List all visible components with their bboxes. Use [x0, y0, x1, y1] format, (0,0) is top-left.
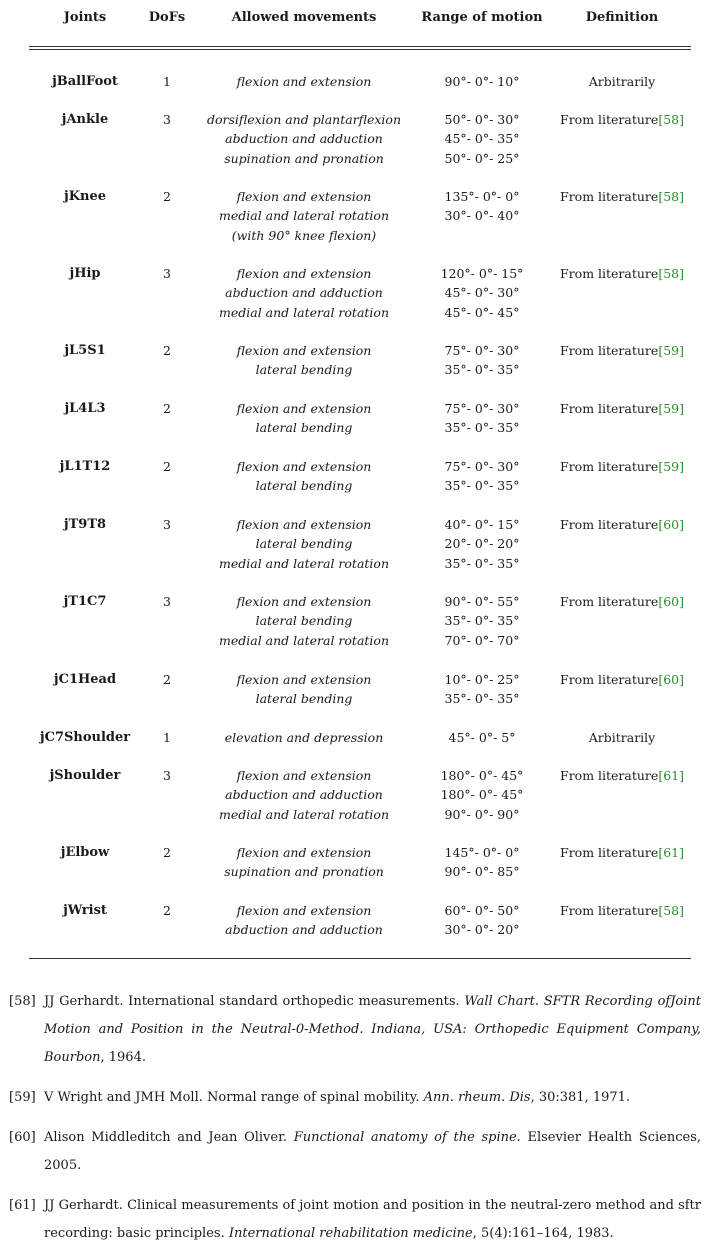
range-of-motion: 45°- 0°- 30°	[444, 285, 520, 301]
reference-text: JJ Gerhardt. Clinical measurements of joint motion and position in the neutral-zero method and sftr recording: basic principles.	[44, 1198, 701, 1241]
allowed-movement: medial and lateral rotation	[219, 208, 389, 224]
citation-link[interactable]: [59]	[658, 401, 684, 416]
joint-name: jL5S1	[64, 343, 106, 358]
citation-link[interactable]: [58]	[658, 266, 684, 281]
header-joints: Joints	[63, 10, 107, 25]
allowed-movement: flexion and extension	[236, 343, 372, 358]
joint-name: jT9T8	[63, 517, 107, 532]
allowed-movement: supination and pronation	[224, 150, 384, 166]
joint-name: jC7Shoulder	[39, 730, 131, 745]
reference-text: Functional anatomy of the spine.	[293, 1130, 521, 1145]
citation-link[interactable]: [61]	[658, 768, 684, 783]
range-of-motion: 35°- 0°- 35°	[444, 555, 520, 571]
definition: From literature[60]	[560, 594, 684, 609]
dofs-value: 1	[163, 74, 171, 89]
allowed-movement: flexion and extension	[236, 768, 372, 783]
reference-text: V Wright and JMH Moll. Normal range of spinal mobility.	[44, 1090, 424, 1105]
definition: From literature[60]	[560, 517, 684, 532]
joint-name: jElbow	[60, 845, 110, 860]
dofs-value: 3	[163, 594, 171, 609]
range-of-motion: 45°- 0°- 5°	[448, 730, 516, 745]
range-of-motion: 180°- 0°- 45°	[440, 768, 524, 783]
dofs-value: 2	[163, 903, 171, 918]
range-of-motion: 135°- 0°- 0°	[444, 189, 520, 204]
citation-link[interactable]: [60]	[658, 517, 684, 532]
definition: From literature[58]	[560, 903, 684, 918]
allowed-movement: (with 90° knee flexion)	[231, 227, 377, 243]
allowed-movement: flexion and extension	[236, 189, 372, 204]
allowed-movement: lateral bending	[255, 362, 353, 378]
reference-item	[9, 1192, 701, 1248]
citation-link[interactable]: [59]	[658, 343, 684, 358]
allowed-movement: flexion and extension	[236, 903, 372, 918]
allowed-movement: flexion and extension	[236, 266, 372, 281]
range-of-motion: 90°- 0°- 55°	[444, 594, 520, 609]
header-dofs: DoFs	[148, 10, 186, 25]
reference-text: Alison Middleditch and Jean Oliver.	[44, 1130, 294, 1145]
range-of-motion: 35°- 0°- 35°	[444, 362, 520, 378]
allowed-movement: flexion and extension	[236, 401, 372, 416]
dofs-value: 2	[163, 343, 171, 358]
joint-name: jBallFoot	[52, 74, 118, 89]
allowed-movement: lateral bending	[255, 420, 353, 436]
definition: From literature[58]	[560, 112, 684, 127]
allowed-movement: abduction and adduction	[225, 922, 383, 938]
reference-text: JJ Gerhardt. International standard orthopedic measurements.	[44, 994, 465, 1009]
reference-number: [59]	[9, 1090, 36, 1105]
allowed-movement: abduction and adduction	[225, 131, 383, 147]
range-of-motion: 30°- 0°- 20°	[444, 922, 520, 938]
definition: From literature[59]	[560, 459, 684, 474]
range-of-motion: 20°- 0°- 20°	[444, 536, 520, 552]
reference-text: , 5(4):161–164, 1983.	[472, 1226, 614, 1241]
allowed-movement: flexion and extension	[236, 74, 372, 89]
range-of-motion: 90°- 0°- 85°	[444, 864, 520, 880]
allowed-movement: abduction and adduction	[225, 285, 383, 301]
range-of-motion: 75°- 0°- 30°	[444, 401, 520, 416]
dofs-value: 2	[163, 401, 171, 416]
header-definition: Definition	[585, 10, 659, 25]
range-of-motion: 180°- 0°- 45°	[440, 787, 524, 803]
citation-link[interactable]: [58]	[658, 189, 684, 204]
definition: Arbitrarily	[588, 730, 656, 745]
allowed-movement: flexion and extension	[236, 845, 372, 860]
joint-name: jWrist	[63, 903, 107, 918]
reference-number: [60]	[9, 1130, 36, 1145]
range-of-motion: 75°- 0°- 30°	[444, 459, 520, 474]
dofs-value: 2	[163, 189, 171, 204]
citation-link[interactable]: [60]	[658, 594, 684, 609]
reference-text: Wall Chart. SFTR Recording ofJoint Motion and Position in the Neutral-0-Method. Indiana, USA: Orthopedic Equipment Company, Bourbon	[44, 994, 701, 1065]
range-of-motion: 35°- 0°- 35°	[444, 691, 520, 707]
dofs-value: 3	[163, 266, 171, 281]
range-of-motion: 35°- 0°- 35°	[444, 613, 520, 629]
reference-item	[9, 988, 701, 1072]
allowed-movement: flexion and extension	[236, 594, 372, 609]
citation-link[interactable]: [61]	[658, 845, 684, 860]
definition: From literature[61]	[560, 845, 684, 860]
allowed-movement: dorsiflexion and plantarflexion	[206, 112, 402, 127]
definition: From literature[60]	[560, 672, 684, 687]
allowed-movement: flexion and extension	[236, 672, 372, 687]
reference-number: [61]	[9, 1198, 36, 1213]
allowed-movement: flexion and extension	[236, 459, 372, 474]
range-of-motion: 45°- 0°- 45°	[444, 304, 520, 320]
allowed-movement: supination and pronation	[224, 864, 384, 880]
joint-name: jShoulder	[49, 768, 121, 783]
citation-link[interactable]: [58]	[658, 112, 684, 127]
joint-name: jL1T12	[59, 459, 111, 474]
definition: From literature[59]	[560, 401, 684, 416]
reference-number: [58]	[9, 994, 36, 1009]
allowed-movement: lateral bending	[255, 613, 353, 629]
dofs-value: 3	[163, 517, 171, 532]
range-of-motion: 70°- 0°- 70°	[444, 632, 520, 648]
joint-name: jC1Head	[53, 672, 117, 687]
allowed-movement: elevation and depression	[224, 730, 384, 745]
range-of-motion: 40°- 0°- 15°	[444, 517, 520, 532]
dofs-value: 2	[163, 845, 171, 860]
joint-name: jT1C7	[63, 594, 107, 609]
range-of-motion: 35°- 0°- 35°	[444, 478, 520, 494]
joint-name: jL4L3	[64, 401, 106, 416]
dofs-value: 1	[163, 730, 171, 745]
reference-text: , 1964.	[100, 1050, 146, 1065]
range-of-motion: 45°- 0°- 35°	[444, 131, 520, 147]
reference-text: Elsevier Health Sciences, 2005.	[44, 1130, 701, 1173]
header-movements: Allowed movements	[231, 10, 377, 25]
range-of-motion: 50°- 0°- 30°	[444, 112, 520, 127]
dofs-value: 3	[163, 112, 171, 127]
definition: From literature[58]	[560, 189, 684, 204]
range-of-motion: 90°- 0°- 10°	[444, 74, 520, 89]
reference-text: International rehabilitation medicine	[228, 1226, 473, 1241]
range-of-motion: 10°- 0°- 25°	[444, 672, 520, 687]
joint-name: jKnee	[64, 189, 106, 204]
allowed-movement: medial and lateral rotation	[219, 555, 389, 571]
joint-name: jAnkle	[61, 112, 109, 127]
range-of-motion: 50°- 0°- 25°	[444, 150, 520, 166]
citation-link[interactable]: [60]	[658, 672, 684, 687]
definition: From literature[58]	[560, 266, 684, 281]
allowed-movement: medial and lateral rotation	[219, 304, 389, 320]
reference-text: Ann. rheum. Dis	[423, 1090, 531, 1105]
citation-link[interactable]: [58]	[658, 903, 684, 918]
reference-item	[9, 1124, 701, 1180]
range-of-motion: 75°- 0°- 30°	[444, 343, 520, 358]
header-range: Range of motion	[421, 10, 543, 25]
allowed-movement: lateral bending	[255, 536, 353, 552]
reference-text: , 30:381, 1971.	[530, 1090, 631, 1105]
range-of-motion: 90°- 0°- 90°	[444, 806, 520, 822]
definition: From literature[61]	[560, 768, 684, 783]
joint-name: jHip	[69, 266, 101, 281]
range-of-motion: 145°- 0°- 0°	[444, 845, 520, 860]
table-bottom-rule	[29, 958, 691, 959]
range-of-motion: 35°- 0°- 35°	[444, 420, 520, 436]
allowed-movement: abduction and adduction	[225, 787, 383, 803]
allowed-movement: medial and lateral rotation	[219, 632, 389, 648]
reference-item	[9, 1084, 701, 1112]
citation-link[interactable]: [59]	[658, 459, 684, 474]
allowed-movement: medial and lateral rotation	[219, 806, 389, 822]
dofs-value: 3	[163, 768, 171, 783]
references	[9, 988, 701, 1260]
range-of-motion: 30°- 0°- 40°	[444, 208, 520, 224]
range-of-motion: 60°- 0°- 50°	[444, 903, 520, 918]
dofs-value: 2	[163, 672, 171, 687]
allowed-movement: flexion and extension	[236, 517, 372, 532]
definition: Arbitrarily	[588, 74, 656, 89]
allowed-movement: lateral bending	[255, 478, 353, 494]
allowed-movement: lateral bending	[255, 691, 353, 707]
definition: From literature[59]	[560, 343, 684, 358]
dofs-value: 2	[163, 459, 171, 474]
range-of-motion: 120°- 0°- 15°	[440, 266, 524, 281]
